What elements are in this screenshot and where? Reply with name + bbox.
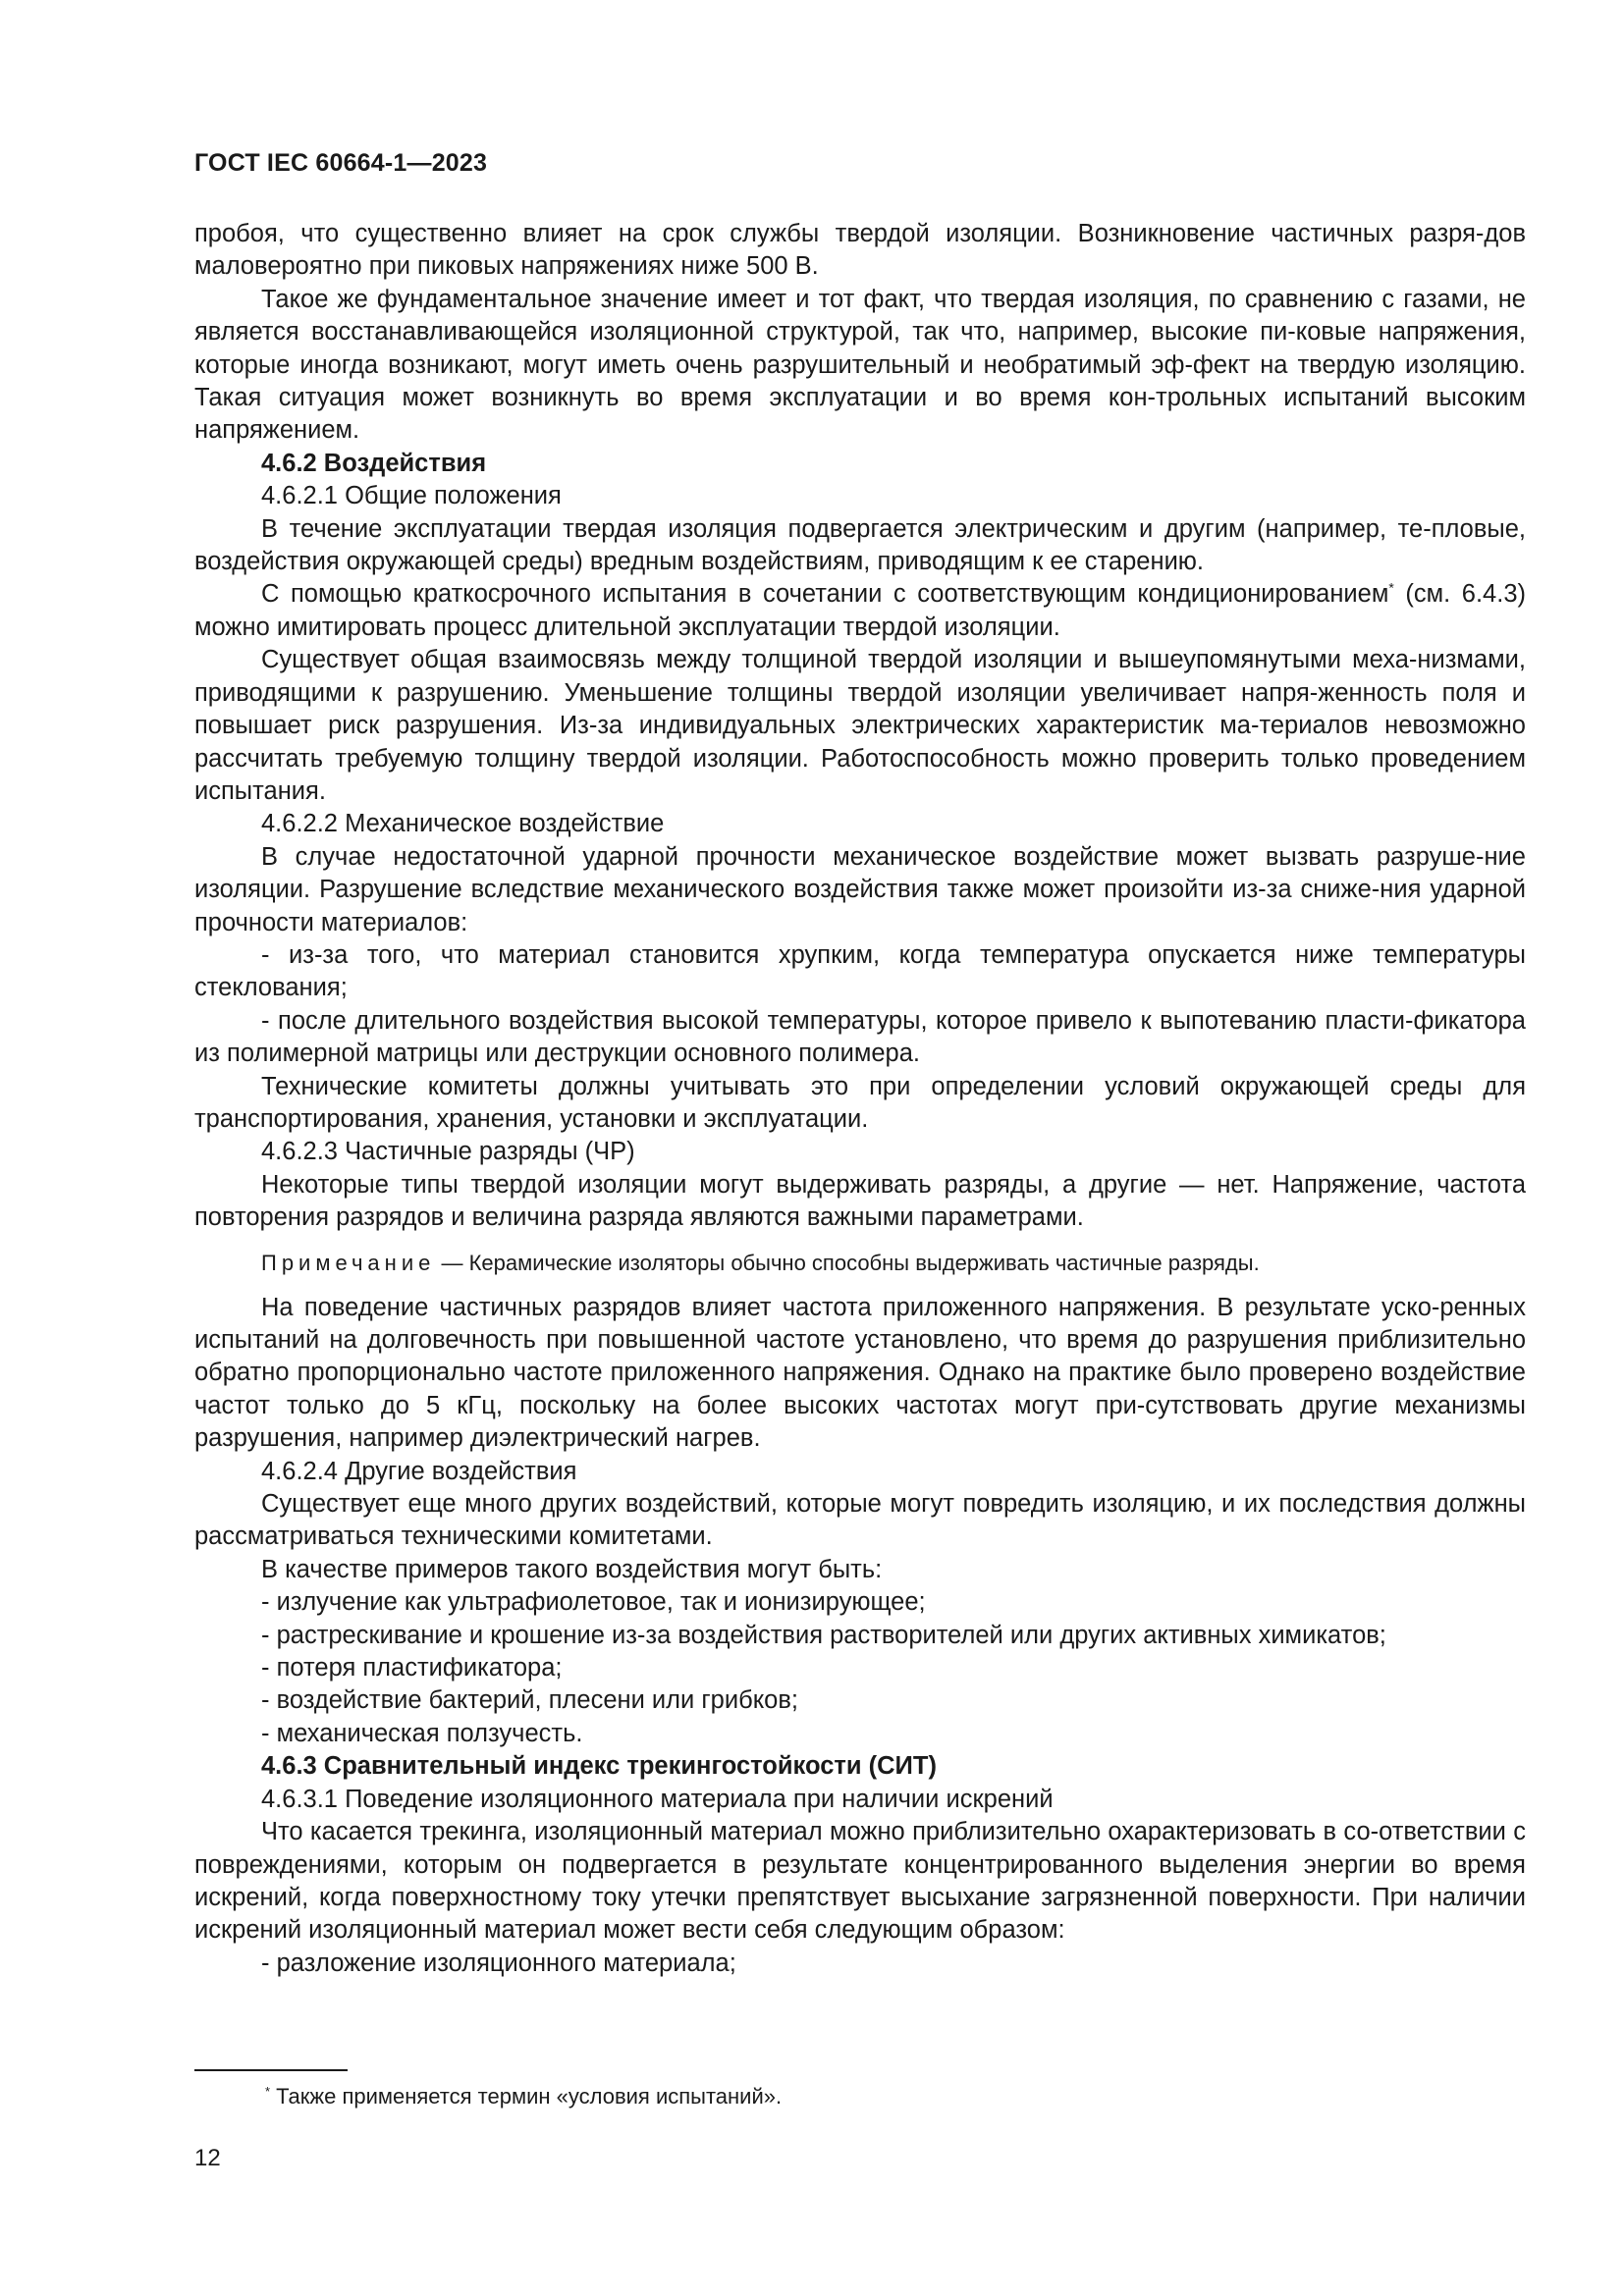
text: В качестве примеров такого воздействия могут быть: <box>261 1555 883 1583</box>
text: 4.6.3.1 Поведение изоляционного материала при наличии искрений <box>261 1785 1054 1813</box>
subsection-heading <box>194 808 1526 840</box>
text: - из-за того, что материал становится хрупким, когда температура опускается ниже температуры стеклования; <box>194 940 1526 1002</box>
text: В течение эксплуатации твердая изоляция подвергается электрическим и другим (например, те-пловые, воздействия окружающей среды) вредным воздействиям, приводящим к ее старению. <box>194 514 1526 576</box>
text: Существует еще много других воздействий, которые могут повредить изоляцию, и их последствия должны рассматриваться техническими комитетами. <box>194 1490 1526 1551</box>
list-item <box>194 1586 1526 1619</box>
footnote <box>265 2083 782 2110</box>
document-body <box>194 218 1526 1980</box>
text: пробоя, что существенно влияет на срок службы твердой изоляции. Возникновение частичных разря-дов маловероятно при пиковых напряжениях ниже 500 В. <box>194 220 1526 281</box>
paragraph <box>194 841 1526 939</box>
footnote-separator <box>194 2069 348 2071</box>
paragraph <box>194 1488 1526 1554</box>
paragraph <box>194 1292 1526 1456</box>
paragraph <box>194 218 1526 284</box>
paragraph <box>194 1169 1526 1235</box>
paragraph <box>194 1554 1526 1586</box>
note <box>194 1249 1526 1278</box>
list-item <box>194 939 1526 1005</box>
text: Технические комитеты должны учитывать это при определении условий окружающей среды для транспортирования, хранения, установки и эксплуатации. <box>194 1072 1526 1133</box>
paragraph <box>194 513 1526 579</box>
text: С помощью краткосрочного испытания в сочетании с соответствующим кондиционированием <box>261 580 1389 609</box>
subsection-heading <box>194 1784 1526 1816</box>
paragraph <box>194 578 1526 644</box>
text: Что касается трекинга, изоляционный материал можно приблизительно охарактеризовать в со-ответствии с повреждениями, которым он подвергается в результате концентрированного выделения энергии во время искрений, когда поверхностному току утечки препятствует высыхание загрязненной поверхности. При наличии искрений изоляционный материал может вести себя следующим образом: <box>194 1818 1526 1945</box>
paragraph <box>194 644 1526 808</box>
subsection-heading <box>194 1136 1526 1168</box>
list-item <box>194 1718 1526 1750</box>
note-text: — Керамические изоляторы обычно способны выдерживать частичные разряды. <box>435 1250 1260 1275</box>
list-item <box>194 1005 1526 1071</box>
list-item <box>194 1684 1526 1717</box>
text: - растрескивание и крошение из-за воздействия растворителей или других активных химикатов; <box>261 1621 1386 1649</box>
text: Некоторые типы твердой изоляции могут выдерживать разряды, а другие — нет. Напряжение, частота повторения разрядов и величина разряда являются важными параметрами. <box>194 1170 1526 1232</box>
text: 4.6.3 Сравнительный индекс трекингостойкости (СИТ) <box>261 1752 937 1781</box>
paragraph <box>194 284 1526 448</box>
list-item <box>194 1652 1526 1684</box>
list-item <box>194 1948 1526 1980</box>
page-number: 12 <box>194 2145 221 2171</box>
text: Существует общая взаимосвязь между толщиной твердой изоляции и вышеупомянутыми меха-низмами, приводящими к разрушению. Уменьшение толщины твердой изоляции увеличивает напря-женность поля и повышает риск разрушения. Из-за индивидуальных электрических характеристик ма-териалов невозможно рассчитать требуемую толщину твердой изоляции. Работоспособность можно проверить только проведением испытания. <box>194 646 1526 805</box>
footnote-text: Также применяется термин «условия испытаний». <box>276 2084 783 2109</box>
text: 4.6.2.4 Другие воздействия <box>261 1457 577 1485</box>
section-heading <box>194 1750 1526 1783</box>
text: - потеря пластификатора; <box>261 1654 563 1682</box>
text: - механическая ползучесть. <box>261 1719 583 1747</box>
text: 4.6.2.1 Общие положения <box>261 482 562 510</box>
subsection-heading <box>194 1456 1526 1488</box>
text: 4.6.2.2 Механическое воздействие <box>261 810 665 838</box>
footnote-mark: * <box>265 2083 271 2099</box>
text: 4.6.2.3 Частичные разряды (ЧР) <box>261 1138 635 1166</box>
paragraph <box>194 1816 1526 1948</box>
document-header: ГОСТ IEC 60664-1—2023 <box>194 149 488 177</box>
text: Такое же фундаментальное значение имеет и тот факт, что твердая изоляция, по сравнению с газами, не является восстанавливающейся изоляционной структурой, так что, например, высокие пи-ковые напряжения, которые иногда возникают, могут иметь очень разрушительный и необратимый эф-фект на твердую изоляцию. Такая ситуация может возникнуть во время эксплуатации и во время кон-трольных испытаний высоким напряжением. <box>194 285 1526 445</box>
text: - воздействие бактерий, плесени или грибков; <box>261 1686 798 1715</box>
text: - разложение изоляционного материала; <box>261 1949 736 1977</box>
text: - излучение как ультрафиолетовое, так и ионизирующее; <box>261 1588 926 1617</box>
list-item <box>194 1620 1526 1652</box>
paragraph <box>194 1071 1526 1137</box>
footnote-reference: * <box>1388 579 1394 596</box>
section-heading <box>194 448 1526 480</box>
text: В случае недостаточной ударной прочности механическое воздействие может вызвать разруше-ние изоляции. Разрушение вследствие механического воздействия также может произойти из-за сниже-ния ударной прочности материалов: <box>194 842 1526 936</box>
text: На поведение частичных разрядов влияет частота приложенного напряжения. В результате уско-ренных испытаний на долговечность при повышенной частоте установлено, что время до разрушения приблизительно обратно пропорционально частоте приложенного напряжения. Однако на практике было проверено воздействие частот только до 5 кГц, поскольку на более высоких частотах могут при-сутствовать другие механизмы разрушения, например диэлектрический нагрев. <box>194 1293 1526 1453</box>
note-label: Примечание <box>261 1250 436 1275</box>
subsection-heading <box>194 480 1526 512</box>
text-continuation: (см. 6.4.3) можно имитировать процесс длительной эксплуатации твердой изоляции. <box>194 580 1526 641</box>
text: 4.6.2 Воздействия <box>261 449 487 477</box>
text: - после длительного воздействия высокой температуры, которое привело к выпотеванию пласти-фикатора из полимерной матрицы или деструкции основного полимера. <box>194 1006 1526 1068</box>
